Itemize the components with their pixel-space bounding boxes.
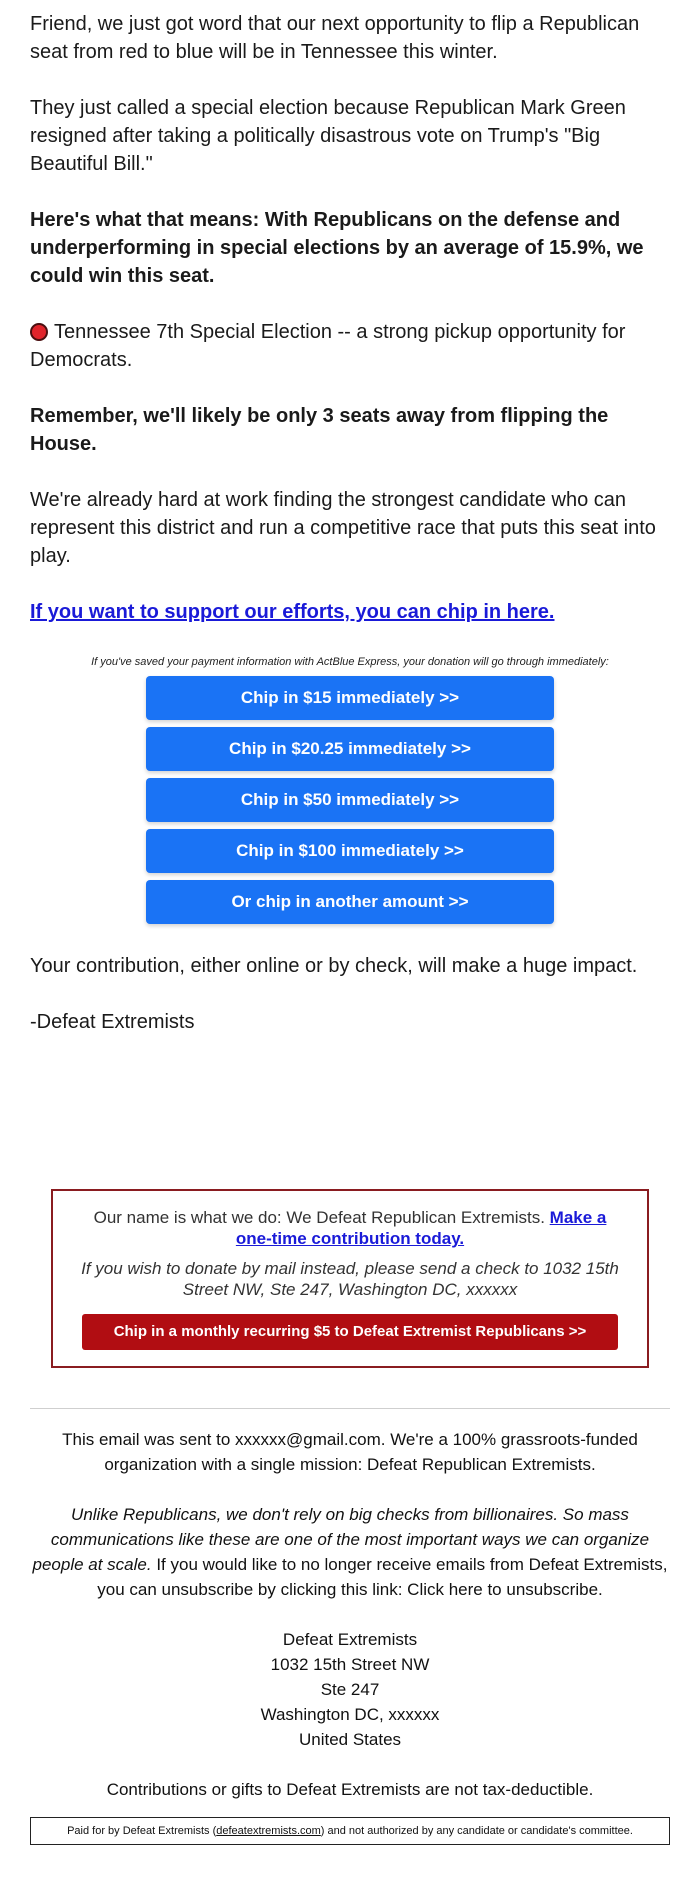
context-paragraph: They just called a special election because Republican Mark Green resigned after taking a politically disastrous vote on Trump's "Big Beautiful Bill." <box>30 97 626 175</box>
monthly-recurring-button[interactable]: Chip in a monthly recurring $5 to Defeat Extremist Republicans >> <box>82 1314 618 1350</box>
support-link[interactable]: If you want to support our efforts, you can chip in here. <box>30 601 555 623</box>
paid-for-disclaimer <box>30 1817 670 1845</box>
impact-paragraph: Your contribution, either online or by check, will make a huge impact. <box>30 955 638 977</box>
unsubscribe-paragraph <box>30 1502 670 1602</box>
chip-100-button[interactable]: Chip in $100 immediately >> <box>146 829 554 873</box>
address-line: Washington DC, xxxxxx <box>260 1705 440 1724</box>
box-intro-text: Our name is what we do: We Defeat Republican Extremists. <box>93 1208 550 1227</box>
address-line: 1032 15th Street NW <box>270 1655 430 1674</box>
actblue-express-note: If you've saved your payment information with ActBlue Express, your donation will go through immediately: <box>91 656 609 668</box>
box-intro <box>77 1207 623 1249</box>
spacer <box>30 1064 670 1189</box>
divider <box>30 1408 670 1409</box>
red-circle-icon <box>30 323 48 341</box>
one-time-contribution-link[interactable]: Make a one-time contribution today. <box>235 1208 607 1248</box>
unsubscribe-text: If you would like to no longer receive emails from Defeat Extremists, you can unsubscribe by clicking this link: Click here to unsubscribe. <box>97 1555 668 1599</box>
candidate-paragraph: We're already hard at work finding the strongest candidate who can represent this district and run a competitive race that puts this seat into play. <box>30 489 656 567</box>
chip-20-25-button[interactable]: Chip in $20.25 immediately >> <box>146 727 554 771</box>
mail-instructions: If you wish to donate by mail instead, please send a check to 1032 15th Street NW, Ste 247, Washington DC, xxxxxx <box>81 1259 619 1299</box>
intro-paragraph: Friend, we just got word that our next opportunity to flip a Republican seat from red to blue will be in Tennessee this winter. <box>30 13 640 63</box>
footer <box>30 1427 670 1802</box>
tax-note: Contributions or gifts to Defeat Extremists are not tax-deductible. <box>106 1780 594 1799</box>
sent-to-text: This email was sent to xxxxxx@gmail.com. We're a 100% grassroots-funded organization with a single mission: Defeat Republican Extremists. <box>62 1430 638 1474</box>
pickup-text: Tennessee 7th Special Election -- a strong pickup opportunity for Democrats. <box>30 321 626 371</box>
chip-15-button[interactable]: Chip in $15 immediately >> <box>146 676 554 720</box>
bold-stat-paragraph: Here's what that means: With Republicans on the defense and underperforming in special elections by an average of 15.9%, we could win this seat. <box>30 209 644 287</box>
paid-for-prefix: Paid for by Defeat Extremists ( <box>67 1825 217 1837</box>
address-line: United States <box>298 1730 402 1749</box>
cta-container <box>30 598 670 628</box>
website-link[interactable]: defeatextremists.com <box>216 1825 321 1837</box>
donation-buttons <box>146 676 554 924</box>
contribution-box <box>51 1189 649 1368</box>
address-line: Ste 247 <box>320 1680 380 1699</box>
address-line: Defeat Extremists <box>282 1630 418 1649</box>
grassroots-italic: Unlike Republicans, we don't rely on big checks from billionaires. So mass communications like these are one of the most important ways we can organize people at scale. <box>32 1505 650 1574</box>
pickup-paragraph <box>30 318 670 374</box>
paid-for-suffix: ) and not authorized by any candidate or candidate's committee. <box>320 1825 633 1837</box>
mailing-address <box>30 1627 670 1752</box>
signature: -Defeat Extremists <box>30 1011 195 1033</box>
chip-50-button[interactable]: Chip in $50 immediately >> <box>146 778 554 822</box>
other-amount-button[interactable]: Or chip in another amount >> <box>146 880 554 924</box>
house-paragraph: Remember, we'll likely be only 3 seats away from flipping the House. <box>30 405 609 455</box>
